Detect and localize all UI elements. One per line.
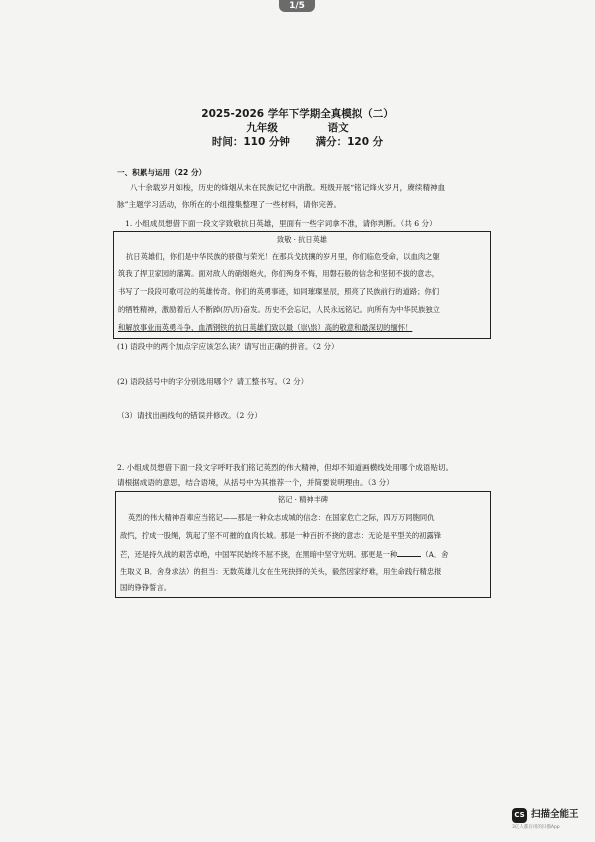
page-indicator[interactable]: 1/5 bbox=[279, 0, 315, 12]
passage-line: 英烈的伟大精神吾辈应当铭记——那是一种众志成城的信念：在国家危亡之际，四万万同胞同仇 bbox=[128, 513, 435, 522]
question-2-prompt-line-2: 请根据成语的意思，结合语境，从括号中为其推荐一个，并简要说明理由。（3 分） bbox=[117, 478, 394, 487]
time-label: 时间：110 分钟 bbox=[211, 136, 290, 148]
question-1-sub-3: （3）请找出画线句的错误并修改。（2 分） bbox=[117, 411, 262, 420]
question-2-passage-box bbox=[115, 491, 491, 598]
time-score-row bbox=[0, 135, 595, 149]
passage-underlined-line: 和解放事业而英勇斗争、血洒钢铁的抗日英雄们致以最（崇\祟）高的敬意和最深切的缅怀！ bbox=[118, 323, 413, 332]
passage-text: 芒，还是持久战的艰苦卓绝，中国军民始终不屈不挠，在黑暗中坚守光明。那更是一种 bbox=[120, 550, 398, 559]
passage-line: 国的铮铮誓言。 bbox=[120, 583, 172, 592]
passage-line: 抗日英雄们，你们是中华民族的骄傲与荣光！在那兵戈扰攘的岁月里，你们临危受命，以血肉之躯 bbox=[126, 252, 440, 261]
exam-title: 2025-2026 学年下学期全真模拟（二） bbox=[201, 108, 394, 120]
logo-tagline: 3亿人都在用的扫描App bbox=[512, 825, 560, 830]
passage-line: 生取义 B．舍身求法）的担当：无数英雄儿女在生死抉择的关头，毅然因家纾难，用生命践行精忠报 bbox=[120, 567, 442, 576]
passage-line: 筑我了捍卫家园的藩篱。面对敌人的硝烟炮火，你们殉身不悔，用磐石般的信念和坚韧不拔的意志， bbox=[118, 269, 440, 278]
score-label: 满分：120 分 bbox=[315, 136, 384, 148]
passage-line: 书写了一段段可歌可泣的英雄传奇。你们的英勇事迹，如同璀璨星辰，照亮了民族前行的道路；你们 bbox=[118, 287, 440, 296]
passage-line bbox=[120, 549, 448, 560]
passage-box-title: 致敬 · 抗日英雄 bbox=[277, 235, 327, 244]
answer-blank[interactable] bbox=[397, 549, 421, 557]
passage-box-title: 铭记 · 精神丰碑 bbox=[278, 495, 328, 504]
grade-label: 九年级 bbox=[246, 122, 278, 134]
question-1-passage-box bbox=[113, 231, 491, 339]
question-1-sub-2: (2) 语段括号中的字分别选用哪个？请工整书写。（2 分） bbox=[117, 377, 309, 386]
grade-subject-row bbox=[0, 121, 595, 135]
passage-line: 的牺牲精神，激励着后人不断踔(厉\历)奋发。历史不会忘记，人民永远铭记。向所有为中华民族独立 bbox=[118, 305, 440, 314]
logo-name: 扫描全能王 bbox=[531, 809, 579, 820]
intro-line-2: 脉”主题学习活动，你所在的小组搜集整理了一些材料，请你完善。 bbox=[117, 200, 342, 209]
passage-text: （A．舍 bbox=[421, 550, 449, 559]
question-2-prompt-line-1: 2. 小组成员想借下面一段文字呼吁我们铭记英烈的伟大精神，但却不知道画横线处用哪个成语贴切。 bbox=[117, 463, 454, 472]
intro-line-1: 八十余载岁月如梭，历史的烽烟从未在民族记忆中消散。班级开展“铭记烽火岁月，赓续精神血 bbox=[130, 183, 446, 192]
exam-header bbox=[0, 108, 595, 149]
cs-logo-icon: CS bbox=[512, 808, 527, 823]
question-1-sub-1: (1) 语段中的两个加点字应该怎么读？请写出正确的拼音。（2 分） bbox=[117, 342, 339, 351]
section-heading: 一、积累与运用（22 分） bbox=[117, 168, 207, 177]
passage-line: 敌忾，拧成一股绳，筑起了坚不可摧的血肉长城。那是一种百折不挠的意志：无论是平型关的初露锋 bbox=[120, 531, 442, 540]
question-1-prompt: 1. 小组成员想借下面一段文字致敬抗日英雄，里面有一些字词拿不准，请你判断。（共 6 分） bbox=[125, 219, 437, 228]
subject-label: 语文 bbox=[327, 122, 349, 134]
